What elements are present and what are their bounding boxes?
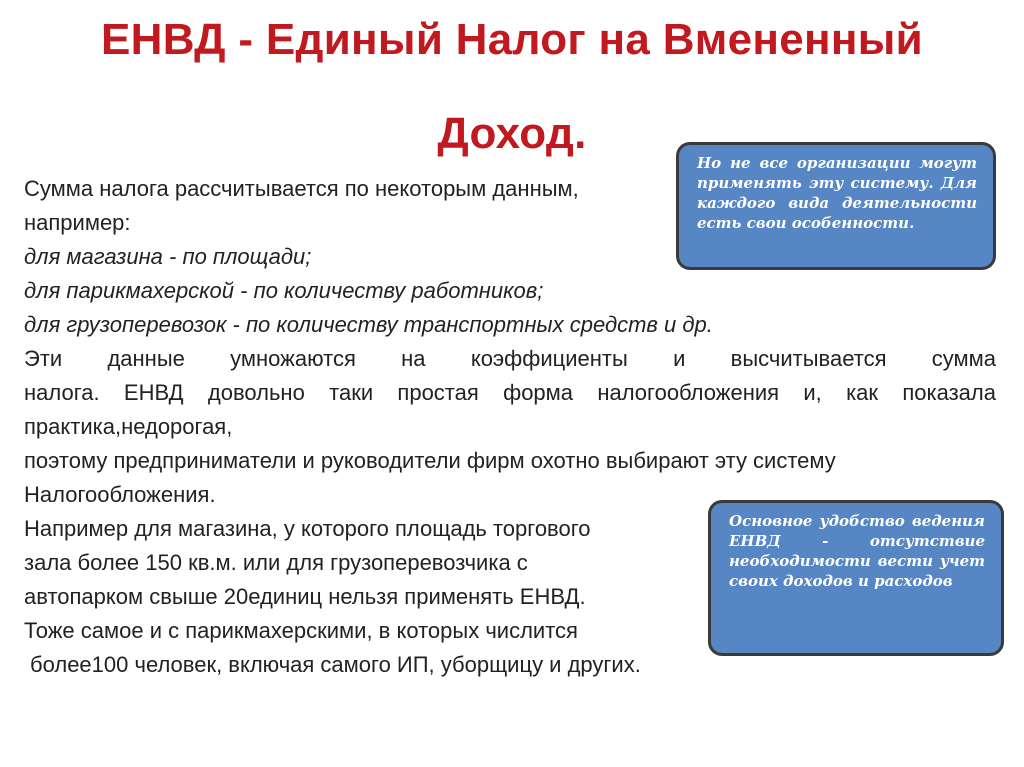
body-line-4: для парикмахерской - по количеству работников; [24,278,544,303]
body-line-12: зала более 150 кв.м. или для грузоперевозчика с [24,550,528,575]
body-line-5: для грузоперевозок - по количеству транспортных средств и др. [24,312,713,337]
callout-bottom: Основное удобство ведения ЕНВД - отсутствие необходимости вести учет своих доходов и расходов [708,500,1004,656]
body-line-2: например: [24,210,131,235]
body-line-3: для магазина - по площади; [24,244,312,269]
body-line-15: более100 человек, включая самого ИП, уборщицу и других. [30,652,641,677]
title-line-1: ЕНВД - Единый Налог на Вмененный [100,15,924,64]
title-line-2: Доход. [437,109,587,158]
body-line-8: практика,недорогая, [24,414,233,439]
body-line-1: Сумма налога рассчитывается по некоторым данным, [24,176,579,201]
callout-top: Но не все организации могут применять эту систему. Для каждого вида деятельности есть свои особенности. [676,142,996,270]
body-line-7: налога. ЕНВД довольно таки простая форма налогообложения и, как показала [24,380,996,405]
body-line-10: Налогообложения. [24,482,216,507]
body-line-11: Например для магазина, у которого площадь торгового [24,516,591,541]
body-line-9: поэтому предприниматели и руководители фирм охотно выбирают эту систему [24,448,836,473]
body-line-13: автопарком свыше 20единиц нельзя применять ЕНВД. [24,584,586,609]
body-line-6: Эти данные умножаются на коэффициенты и высчитывается сумма [24,346,996,371]
body-line-14: Тоже самое и с парикмахерскими, в которых числится [24,618,578,643]
